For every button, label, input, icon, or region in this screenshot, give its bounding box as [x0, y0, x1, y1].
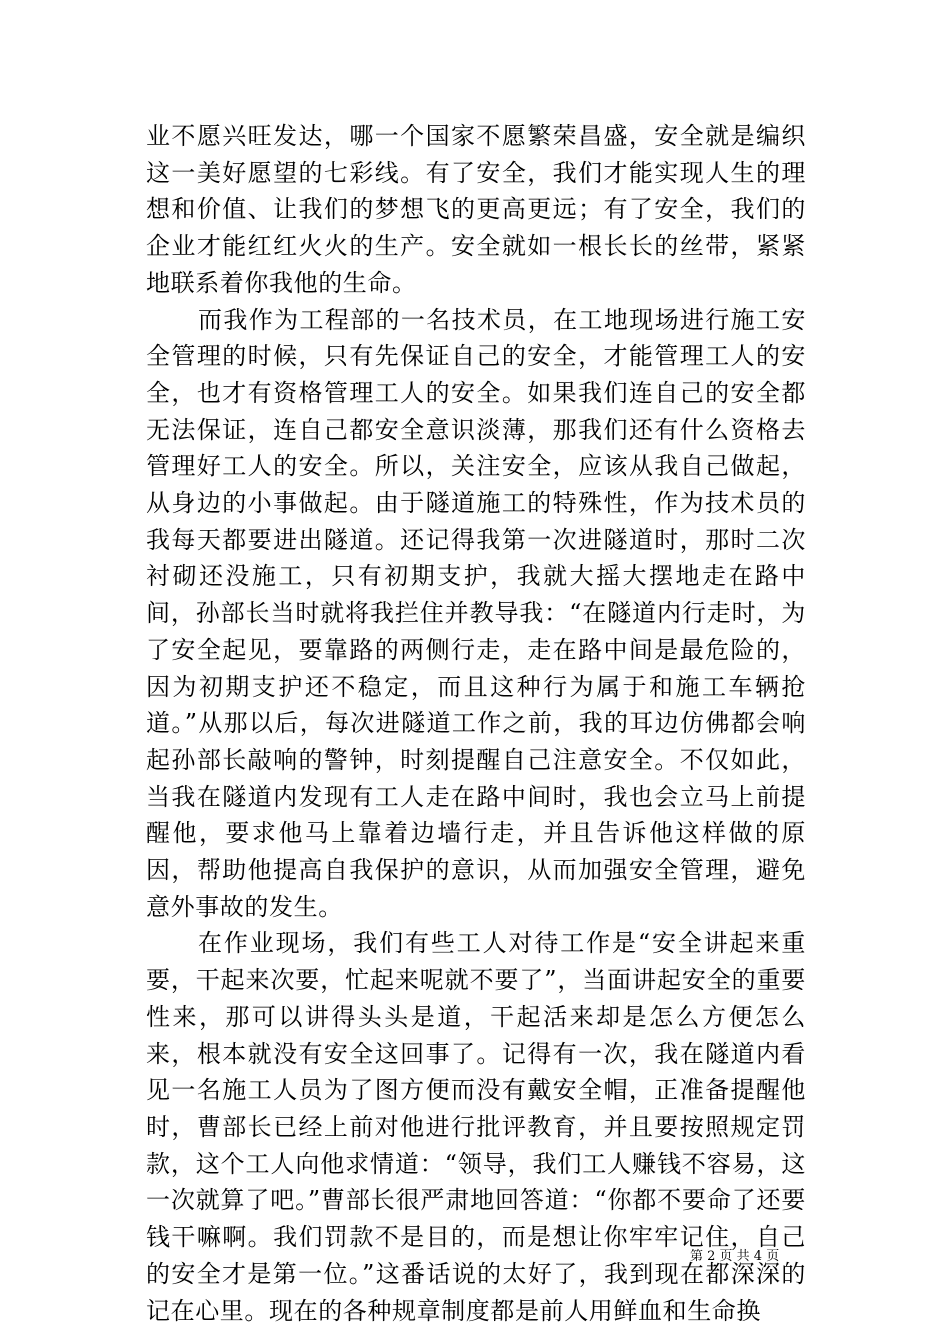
paragraph-1: 业不愿兴旺发达，哪一个国家不愿繁荣昌盛，安全就是编织这一美好愿望的七彩线。有了安全，我们才能实现人生的理想和价值、让我们的梦想飞的更高更远；有了安全，我们的企业才能红红火火的生产。安全就如一根长长的丝带，紧紧地联系着你我他的生命。	[146, 122, 806, 297]
paragraph-3: 在作业现场，我们有些工人对待工作是“安全讲起来重要，干起来次要，忙起来呢就不要了”，当面讲起安全的重要性来，那可以讲得头头是道，干起活来却是怎么方便怎么来，根本就没有安全这回事了。记得有一次，我在隧道内看见一名施工人员为了图方便而没有戴安全帽，正准备提醒他时，曹部长已经上前对他进行批评教育，并且要按照规定罚款，这个工人向他求情道：“领导，我们工人赚钱不容易，这一次就算了吧。”曹部长很严肃地回答道：“你都不要命了还要钱干嘛啊。我们罚款不是目的，而是想让你牢牢记住，自己的安全才是第一位。”这番话说的太好了，我到现在都深深的记在心里。现在的各种规章制度都是前人用鲜血和生命换	[146, 929, 806, 1325]
paragraph-2: 而我作为工程部的一名技术员，在工地现场进行施工安全管理的时候，只有先保证自己的安全，才能管理工人的安全，也才有资格管理工人的安全。如果我们连自己的安全都无法保证，连自己都安全意识淡薄，那我们还有什么资格去管理好工人的安全。所以，关注安全，应该从我自己做起，从身边的小事做起。由于隧道施工的特殊性，作为技术员的我每天都要进出隧道。还记得我第一次进隧道时，那时二次衬砌还没施工，只有初期支护，我就大摇大摆地走在路中间，孙部长当时就将我拦住并教导我：“在隧道内行走时，为了安全起见，要靠路的两侧行走，走在路中间是最危险的，因为初期支护还不稳定，而且这种行为属于和施工车辆抢道。”从那以后，每次进隧道工作之前，我的耳边仿佛都会响起孙部长敲响的警钟，时刻提醒自己注意安全。不仅如此，当我在隧道内发现有工人走在路中间时，我也会立马上前提醒他，要求他马上靠着边墙行走，并且告诉他这样做的原因，帮助他提高自我保护的意识，从而加强安全管理，避免意外事故的发生。	[146, 305, 806, 921]
document-body	[146, 118, 806, 1329]
page-number-footer: 第 2 页 共 4 页	[690, 1249, 780, 1264]
